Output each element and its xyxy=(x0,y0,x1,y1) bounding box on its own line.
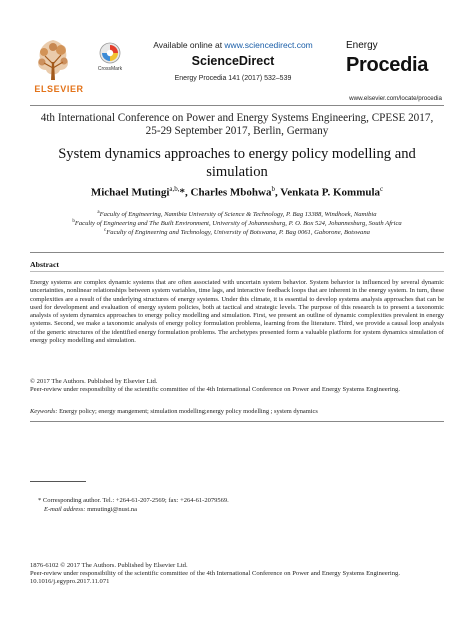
author-affil-mark: b xyxy=(271,185,275,193)
conference-line: 4th International Conference on Power and Energy Systems Engineering, CPESE 2017, 25-29 September 2017, Berlin, Germany xyxy=(40,112,434,137)
paper-title: System dynamics approaches to energy policy modelling and simulation xyxy=(58,146,416,180)
keywords-divider xyxy=(30,421,444,422)
affiliation-mark: a xyxy=(97,210,100,215)
affiliation-text: Faculty of Engineering and Technology, University of Botswana, P. Bag 0061, Gaborone, Botswana xyxy=(106,229,370,237)
author-email-line xyxy=(44,506,444,513)
keywords-text: Energy policy; energy mangement; simulation modelling;energy policy modelling ; system dynamics xyxy=(57,408,318,415)
available-prefix: Available online at xyxy=(153,40,225,50)
footer-peer-review: Peer-review under responsibility of the scientific committee of the 4th International Conference on Power and Energy Systems Engineering. xyxy=(30,570,400,578)
elsevier-tree-logo xyxy=(30,36,76,82)
author-affil-mark: c xyxy=(380,185,384,193)
abstract-copyright: © 2017 The Authors. Published by Elsevier Ltd. xyxy=(30,378,158,385)
affiliation-text: Faculty of Engineering, Namibia University of Science & Technology, P. Bag 13388, Windhoek, Namibia xyxy=(99,211,377,219)
keywords xyxy=(30,408,444,416)
author-name: Venkata P. Kommula xyxy=(280,186,381,199)
article-header xyxy=(0,0,474,120)
corresponding-mark: * xyxy=(179,186,185,199)
author-list xyxy=(30,185,444,199)
footnote-divider xyxy=(30,481,86,482)
affiliation-text: Faculty of Engineering and The Built Environment, University of Johannesburg, P. O. Box 524, Johannesburg, South Africa xyxy=(74,220,402,228)
publisher-name: ELSEVIER xyxy=(34,84,84,94)
journal-name-big: Procedia xyxy=(346,54,429,76)
available-online-line xyxy=(136,40,330,50)
abstract-heading-divider xyxy=(30,271,444,272)
header-divider xyxy=(30,105,444,106)
sciencedirect-title: ScienceDirect xyxy=(191,54,275,68)
crossmark-icon[interactable] xyxy=(99,42,121,64)
email-label: E-mail address: xyxy=(44,506,86,513)
journal-name-small: Energy xyxy=(346,40,378,51)
abstract-heading: Abstract xyxy=(30,260,60,269)
page-footer xyxy=(30,562,444,587)
abstract-top-divider xyxy=(30,252,444,253)
author-email[interactable]: mmutingi@nust.na xyxy=(85,506,137,513)
keywords-label: Keywords: xyxy=(30,408,58,415)
author-separator: , xyxy=(274,186,281,199)
abstract-text: Energy systems are complex dynamic systems that are often associated with uncertain system behavior. System behavior is influenced by several dynamic uncertainties, nonlinear relationships between system variables, time lags, and interactive feedback loops that are inherent in the energy system. In turn, these complexities are a result of the underlying structures of energy systems. Under this climate, it is essential to develop systems analysis approaches that can be used for development and evaluation of energy system policies, both at tactical and strategic levels. The purpose of this research is to present a taxonomic analysis of system dynamics approaches to energy policy modelling and simulation. First, we present an outline of dynamic complexities prevalent in energy systems. Second, we make a taxonomic analysis of energy policy formulation problems, learning from the literature. Third, we provide a causal loop analysis of the generic structures of the identified energy formulation problems. The archetypes presented form a valuable platform for system dynamics simulation of energy policy modelling and simulation. xyxy=(30,279,444,344)
journal-citation: Energy Procedia 141 (2017) 532–539 xyxy=(174,75,292,82)
author-affil-mark: a,b, xyxy=(169,185,180,193)
crossmark-label: CrossMark xyxy=(97,66,123,72)
affiliation-mark: c xyxy=(104,228,107,233)
corresponding-author-note: * Corresponding author. Tel.: +264-61-207-2569; fax: +264-61-2079569. xyxy=(38,497,229,504)
author-name: Charles Mbohwa xyxy=(190,186,272,199)
abstract-peer-review: Peer-review under responsibility of the scientific committee of the 4th International Conference on Power and Energy Systems Engineering. xyxy=(30,386,400,393)
affiliation-mark: b xyxy=(72,219,75,224)
sciencedirect-link[interactable]: www.sciencedirect.com xyxy=(224,40,313,50)
journal-url[interactable]: www.elsevier.com/locate/procedia xyxy=(349,95,442,102)
issn-line: 1876-6102 © 2017 The Authors. Published by Elsevier Ltd. xyxy=(30,562,188,569)
journal-logo xyxy=(346,40,442,92)
author-name: Michael Mutingi xyxy=(90,186,170,199)
affiliation xyxy=(30,226,444,237)
doi-line[interactable]: 10.1016/j.egypro.2017.11.071 xyxy=(30,578,110,586)
author-separator: , xyxy=(185,186,191,199)
